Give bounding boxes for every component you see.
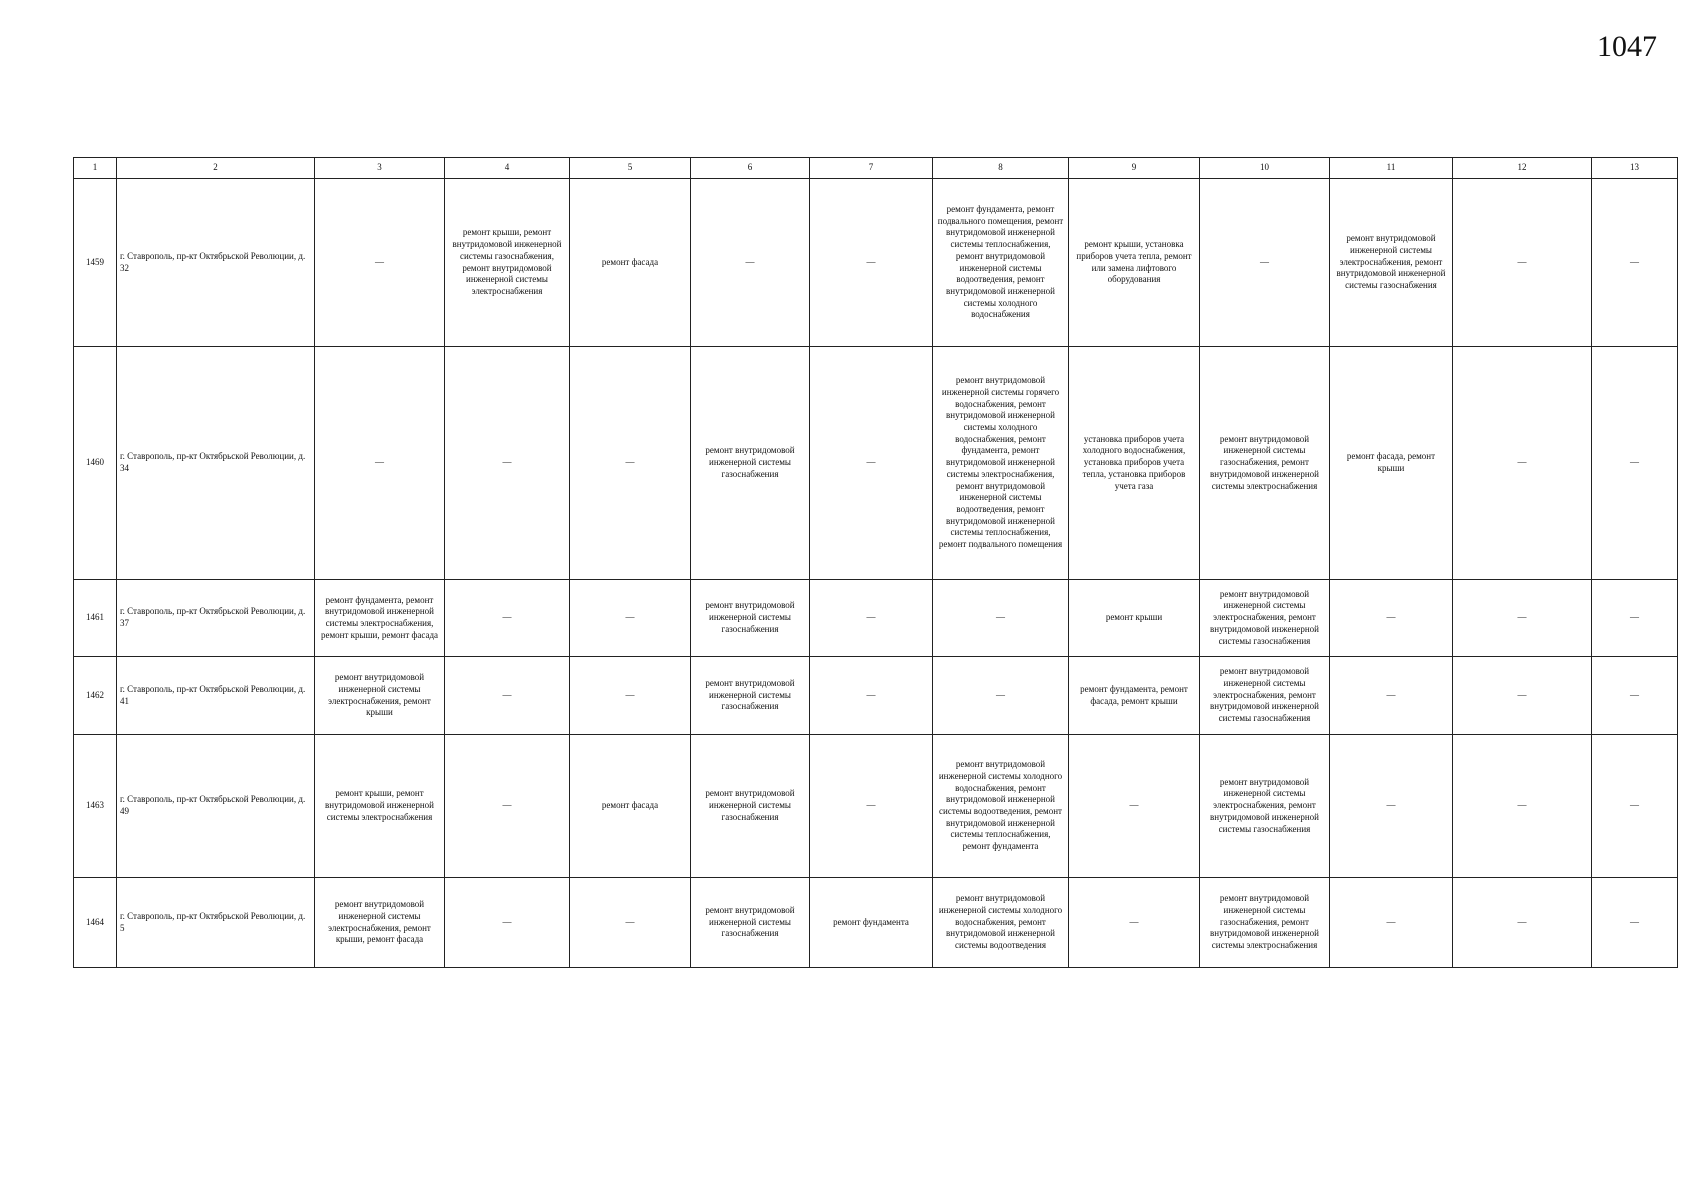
column-header: 7 xyxy=(810,158,933,179)
repair-works-cell: — xyxy=(570,657,691,735)
repair-works-cell: ремонт внутридомовой инженерной системы газоснабжения xyxy=(691,735,810,878)
repair-works-cell: — xyxy=(570,580,691,657)
repair-works-cell: — xyxy=(1592,735,1678,878)
table-row xyxy=(74,179,1678,347)
table-row xyxy=(74,347,1678,580)
repair-works-cell: ремонт фасада xyxy=(570,735,691,878)
repair-works-cell: — xyxy=(933,580,1069,657)
address-cell: г. Ставрополь, пр-кт Октябрьской Революции, д. 5 xyxy=(117,878,315,968)
column-header: 9 xyxy=(1069,158,1200,179)
repair-works-cell: — xyxy=(810,179,933,347)
repair-works-cell: ремонт внутридомовой инженерной системы электроснабжения, ремонт внутридомовой инженерной системы газоснабжения xyxy=(1200,735,1330,878)
repair-works-cell: — xyxy=(445,735,570,878)
row-number-cell: 1459 xyxy=(74,179,117,347)
repair-schedule-table xyxy=(73,157,1678,968)
repair-works-cell: — xyxy=(445,878,570,968)
repair-works-cell: ремонт внутридомовой инженерной системы электроснабжения, ремонт крыши xyxy=(315,657,445,735)
repair-works-cell: ремонт крыши, ремонт внутридомовой инженерной системы газоснабжения, ремонт внутридомовой инженерной системы электроснабжения xyxy=(445,179,570,347)
repair-works-cell: ремонт внутридомовой инженерной системы газоснабжения, ремонт внутридомовой инженерной системы электроснабжения xyxy=(1200,347,1330,580)
address-cell: г. Ставрополь, пр-кт Октябрьской Революции, д. 37 xyxy=(117,580,315,657)
repair-works-cell: ремонт фундамента xyxy=(810,878,933,968)
repair-works-cell: — xyxy=(445,347,570,580)
repair-works-cell: — xyxy=(1592,179,1678,347)
column-header: 1 xyxy=(74,158,117,179)
repair-works-cell: ремонт внутридомовой инженерной системы газоснабжения xyxy=(691,657,810,735)
address-cell: г. Ставрополь, пр-кт Октябрьской Революции, д. 41 xyxy=(117,657,315,735)
column-header: 10 xyxy=(1200,158,1330,179)
column-header: 12 xyxy=(1453,158,1592,179)
repair-works-cell: ремонт внутридомовой инженерной системы электроснабжения, ремонт внутридомовой инженерной системы газоснабжения xyxy=(1330,179,1453,347)
row-number-cell: 1462 xyxy=(74,657,117,735)
repair-works-cell: ремонт внутридомовой инженерной системы газоснабжения xyxy=(691,878,810,968)
column-header: 2 xyxy=(117,158,315,179)
repair-works-cell: — xyxy=(315,347,445,580)
page-number: 1047 xyxy=(1597,30,1657,63)
repair-works-cell: установка приборов учета холодного водоснабжения, установка приборов учета тепла, установка приборов учета газа xyxy=(1069,347,1200,580)
repair-works-cell: — xyxy=(1453,878,1592,968)
column-header: 6 xyxy=(691,158,810,179)
repair-works-cell: — xyxy=(1069,735,1200,878)
table-row xyxy=(74,657,1678,735)
repair-works-cell: ремонт внутридомовой инженерной системы электроснабжения, ремонт внутридомовой инженерной системы газоснабжения xyxy=(1200,580,1330,657)
repair-works-cell: — xyxy=(1330,735,1453,878)
repair-works-cell: — xyxy=(1330,580,1453,657)
table-row xyxy=(74,580,1678,657)
repair-works-cell: ремонт фундамента, ремонт подвального помещения, ремонт внутридомовой инженерной системы теплоснабжения, ремонт внутридомовой инженерной системы водоотведения, ремонт внутридомовой инженерной системы холодного водоснабжения xyxy=(933,179,1069,347)
repair-works-cell: ремонт внутридомовой инженерной системы газоснабжения, ремонт внутридомовой инженерной системы электроснабжения xyxy=(1200,878,1330,968)
column-header: 11 xyxy=(1330,158,1453,179)
address-cell: г. Ставрополь, пр-кт Октябрьской Революции, д. 32 xyxy=(117,179,315,347)
repair-works-cell: ремонт фундамента, ремонт фасада, ремонт крыши xyxy=(1069,657,1200,735)
repair-works-cell: — xyxy=(1453,735,1592,878)
row-number-cell: 1460 xyxy=(74,347,117,580)
repair-works-cell: — xyxy=(933,657,1069,735)
table-row xyxy=(74,735,1678,878)
repair-works-cell: ремонт внутридомовой инженерной системы газоснабжения xyxy=(691,347,810,580)
repair-works-cell: ремонт внутридомовой инженерной системы холодного водоснабжения, ремонт внутридомовой инженерной системы водоотведения, ремонт внутридомовой инженерной системы теплоснабжения, ремонт фундамента xyxy=(933,735,1069,878)
repair-works-cell: — xyxy=(810,580,933,657)
repair-works-cell: — xyxy=(1453,179,1592,347)
repair-works-cell: ремонт внутридомовой инженерной системы холодного водоснабжения, ремонт внутридомовой инженерной системы водоотведения xyxy=(933,878,1069,968)
column-header: 8 xyxy=(933,158,1069,179)
repair-works-cell: — xyxy=(570,878,691,968)
repair-works-cell: — xyxy=(1592,347,1678,580)
repair-works-cell: — xyxy=(691,179,810,347)
address-cell: г. Ставрополь, пр-кт Октябрьской Революции, д. 34 xyxy=(117,347,315,580)
row-number-cell: 1463 xyxy=(74,735,117,878)
row-number-cell: 1461 xyxy=(74,580,117,657)
repair-works-cell: ремонт внутридомовой инженерной системы газоснабжения xyxy=(691,580,810,657)
repair-works-cell: ремонт внутридомовой инженерной системы горячего водоснабжения, ремонт внутридомовой инженерной системы холодного водоснабжения, ремонт фундамента, ремонт внутридомовой инженерной системы электроснабжения, ремонт внутридомовой инженерной системы водоотведения, ремонт внутридомовой инженерной системы теплоснабжения, ремонт подвального помещения xyxy=(933,347,1069,580)
repair-works-cell: — xyxy=(1592,878,1678,968)
table-row xyxy=(74,878,1678,968)
column-header: 4 xyxy=(445,158,570,179)
repair-works-cell: ремонт внутридомовой инженерной системы электроснабжения, ремонт крыши, ремонт фасада xyxy=(315,878,445,968)
repair-works-cell: — xyxy=(1592,580,1678,657)
repair-works-cell: ремонт крыши xyxy=(1069,580,1200,657)
column-header: 5 xyxy=(570,158,691,179)
column-header: 3 xyxy=(315,158,445,179)
repair-works-cell: — xyxy=(445,657,570,735)
repair-works-cell: — xyxy=(1069,878,1200,968)
repair-works-cell: — xyxy=(810,735,933,878)
repair-works-cell: ремонт фасада xyxy=(570,179,691,347)
repair-works-cell: — xyxy=(1330,878,1453,968)
repair-works-cell: — xyxy=(1592,657,1678,735)
repair-works-cell: — xyxy=(445,580,570,657)
repair-works-cell: ремонт крыши, установка приборов учета тепла, ремонт или замена лифтового оборудования xyxy=(1069,179,1200,347)
header-row xyxy=(74,158,1678,179)
repair-works-cell: — xyxy=(810,657,933,735)
address-cell: г. Ставрополь, пр-кт Октябрьской Революции, д. 49 xyxy=(117,735,315,878)
repair-works-cell: ремонт фундамента, ремонт внутридомовой инженерной системы электроснабжения, ремонт крыши, ремонт фасада xyxy=(315,580,445,657)
row-number-cell: 1464 xyxy=(74,878,117,968)
repair-works-cell: ремонт крыши, ремонт внутридомовой инженерной системы электроснабжения xyxy=(315,735,445,878)
repair-works-cell: — xyxy=(1330,657,1453,735)
repair-works-cell: ремонт внутридомовой инженерной системы электроснабжения, ремонт внутридомовой инженерной системы газоснабжения xyxy=(1200,657,1330,735)
repair-works-cell: — xyxy=(810,347,933,580)
repair-works-cell: — xyxy=(1200,179,1330,347)
repair-works-cell: — xyxy=(1453,347,1592,580)
repair-works-cell: — xyxy=(570,347,691,580)
column-header: 13 xyxy=(1592,158,1678,179)
repair-works-cell: — xyxy=(315,179,445,347)
repair-works-cell: — xyxy=(1453,657,1592,735)
repair-works-cell: ремонт фасада, ремонт крыши xyxy=(1330,347,1453,580)
repair-works-cell: — xyxy=(1453,580,1592,657)
